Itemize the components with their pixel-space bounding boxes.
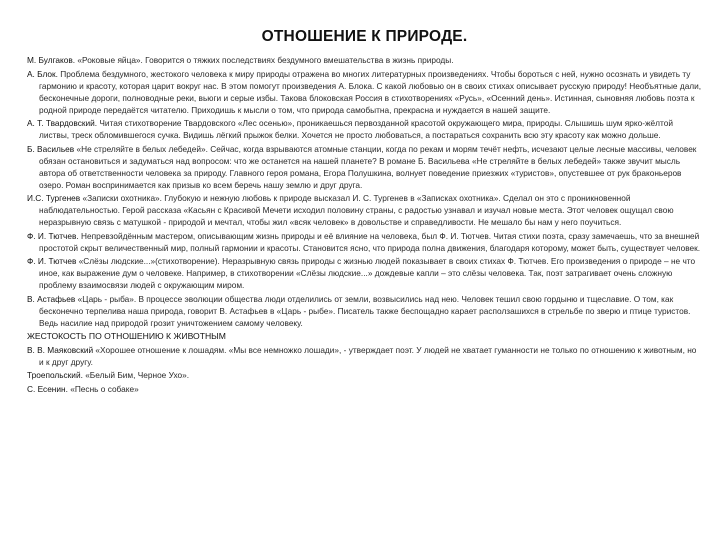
entry-text: «Не стреляйте в белых лебедей». Сейчас, когда взрываются атомные станции, когда по рекам и морям течёт нефть, исчезают целые лесные массивы, человек обязан остановиться и задуматься над вопросом: что же останется на нашей планете? В романе Б. Васильева «Не стреляйте в белых лебедей» также звучит мысль автора об ответственности человека за природу. Главного героя романа, Егора Полушкина, волнует поведение приезжих «туристов», опустевшее от рук браконьеров озеро. Роман воспринимается как призыв ко всем беречь нашу землю и друг друга. <box>39 143 697 190</box>
section-heading-animals: ЖЕСТОКОСТЬ ПО ОТНОШЕНИЮ К ЖИВОТНЫМ <box>27 331 226 341</box>
entry-text: «Роковые яйца». Говорится о тяжких последствиях бездумного вмешательства в жизнь природы. <box>75 55 454 65</box>
entry-text: «Белый Бим, Черное Ухо». <box>82 370 190 380</box>
entry-astafiev <box>27 293 702 329</box>
entry-author: А. Блок. <box>27 68 58 79</box>
entry-author: Ф. И. Тютчев <box>27 256 77 266</box>
entry-turgenev <box>27 192 702 228</box>
entry-esenin <box>27 383 702 395</box>
entry-tyutchev-1 <box>27 230 702 254</box>
entry-text: Читая стихотворение Твардовского «Лес осенью», проникаешься первозданной красотой окружающего мира, природы. Слышишь шум ярко-жёлтой листвы, треск обломившегося сучка. Видишь лёгкий прыжок белки. Хочется не просто любоваться, а постараться сохранить всю эту красоту как можно дольше. <box>39 118 673 140</box>
entry-author: А. Т. Твардовский. <box>27 118 98 128</box>
entry-author: Б. Васильев <box>27 143 75 154</box>
entry-author: М. Булгаков. <box>27 55 76 65</box>
entry-author: Ф. И. Тютчев. <box>27 230 79 241</box>
entry-text: Проблема бездумного, жестокого человека к миру природы отражена во многих литературных произведениях. Чтобы бороться с ней, нужно осознать и увидеть ту гармонию и красоту, которая царит вокруг нас. В этом помогут произведения А. Блока. С какой любовью он в своих стихах описывает русскую природу! Необъятные дали, бесконечные дороги, полноводные реки, вьюги и серые избы. Такова блоковская Россия в стихотворениях «Русь», «Осенний день». Истинная, сыновняя любовь поэта к родной природе передаётся читателю. Приходишь к мысли о том, что природа самобытна, прекрасна и нуждается в нашей защите. <box>39 68 702 115</box>
entry-author: С. Есенин. <box>27 383 68 394</box>
entry-text: Непревзойдённым мастером, описывающим жизнь природы и её влияние на человека, был Ф. И. Тютчев. Читая стихи поэта, сразу замечаешь, что за внешней простотой скрыт величественный мир, полный гармонии и красоты. Становится ясно, что природа полна движения, благодаря которому, может быть, существует человек. <box>39 230 701 253</box>
entry-author: Троепольский. <box>27 370 83 380</box>
entry-author: В. В. Маяковский <box>27 344 94 355</box>
entry-tyutchev-2 <box>27 255 702 291</box>
entry-text: «Хорошее отношение к лошадям. «Мы все немножко лошади», - утверждает поэт. У людей не хватает гуманности не только по отношению к животным, но и к друг другу. <box>39 344 697 367</box>
page-title: ОТНОШЕНИЕ К ПРИРОДЕ. <box>261 28 468 45</box>
entry-text: «Царь - рыба». В процессе эволюции общества люди отделились от земли, возвысились над нею. Человек тешил свою гордыню и тщеславие. О том, как бесконечно терпелива наша природа, говорит В. Астафьев в «Царь - рыбе». Писатель также беспощадно карает расползашихся в стрельбе по зверю и птице туристов. Ведь насилие над природой грозит уничтожением самому человеку. <box>39 293 691 328</box>
entry-tvardovsky <box>27 117 702 141</box>
entry-author: В. Астафьев <box>27 293 76 304</box>
entry-text: «Слёзы людские...»(стихотворение). Неразрывную связь природы с жизнью людей показывает в своих стихах Ф. Тютчев. Его произведения о природе – не что иное, как выражение дум о человеке. Например, в стихотворении «Слёзы людские...» дождевые капли – это слёзы человека. Так, поэт затрагивает очень сложную проблему взаимосвязи людей с окружающим миром. <box>39 256 696 290</box>
entry-vasiliev <box>27 143 702 191</box>
entry-author: И.С. Тургенев <box>27 193 81 203</box>
entry-bulgakov <box>27 54 702 66</box>
entry-text: «Записки охотника». Глубокую и нежную любовь к природе высказал И. С. Тургенев в «Записках охотника». Сделал он это с проникновенной наблюдательностью. Герой рассказа «Касьян с Красивой Мечети исходил половину страны, с радостью узнавал и изучал новые места. Этот человек ощущал свою неразрывную связь с матушкой - природой и мечтал, чтобы жил «всяк человек» в довольстве и справедливости. Не мешало бы нам у него поучиться. <box>39 193 674 227</box>
entry-troepolsky <box>27 369 702 381</box>
entry-text: «Песнь о собаке» <box>67 383 139 394</box>
entry-blok <box>27 68 702 116</box>
entry-mayakovsky <box>27 344 702 368</box>
entries-list <box>27 54 702 395</box>
